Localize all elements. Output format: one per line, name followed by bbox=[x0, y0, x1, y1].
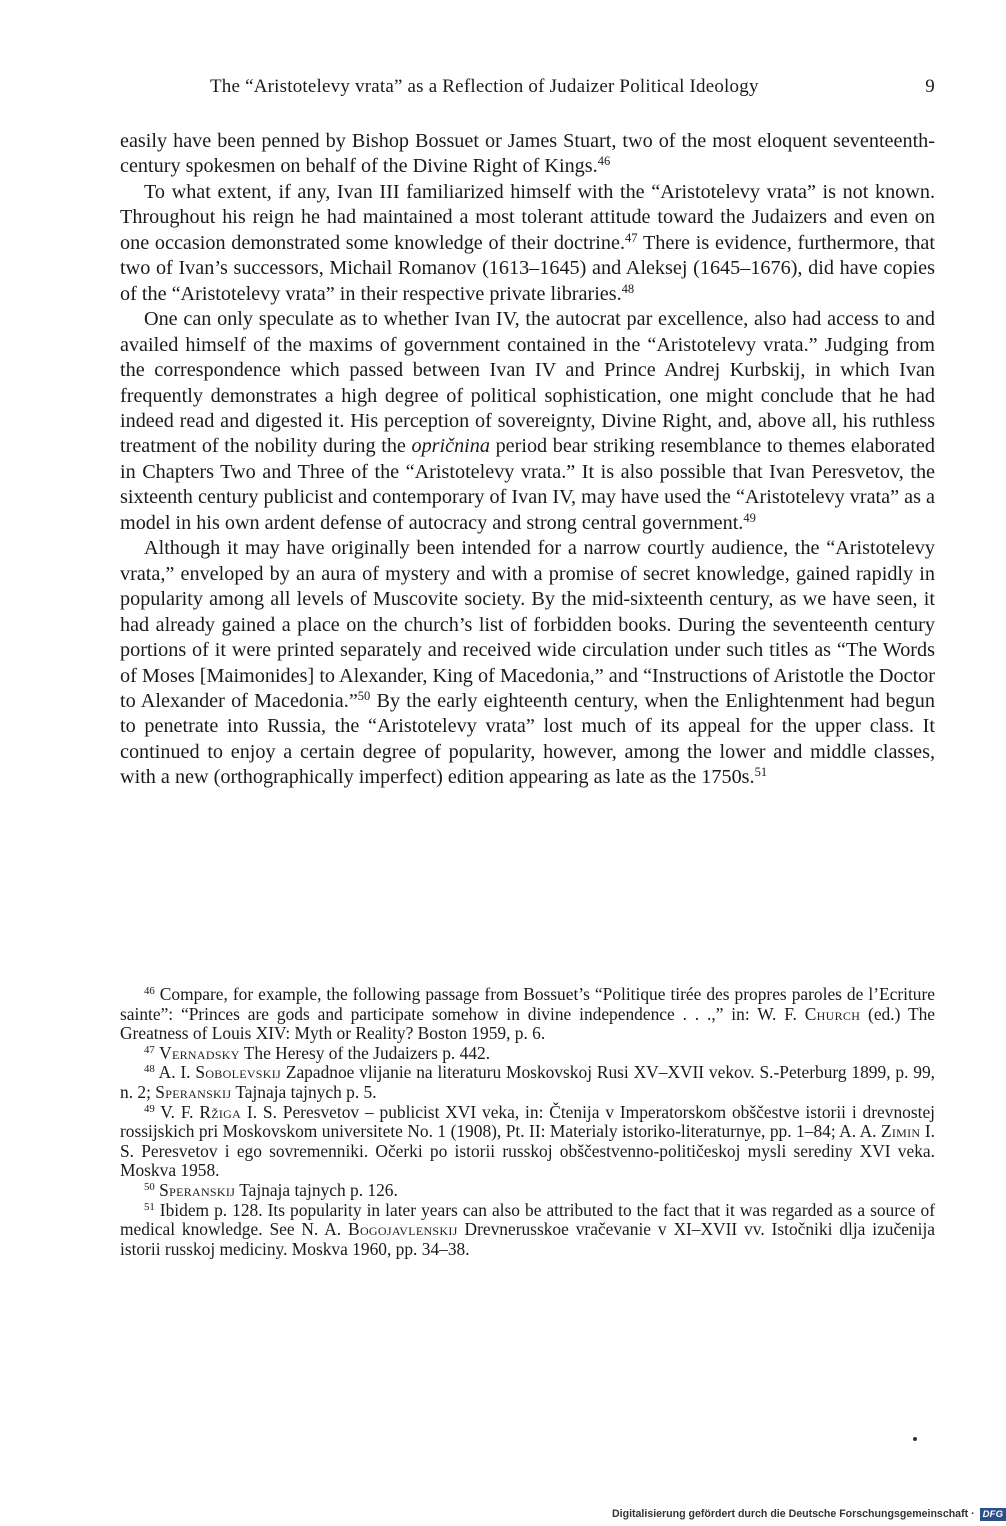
author-name: Bogojavlenskij bbox=[348, 1219, 458, 1240]
paragraph-4 bbox=[120, 536, 935, 791]
oprichnina-term: opričnina bbox=[411, 435, 490, 458]
author-name: Zimin bbox=[880, 1121, 921, 1142]
note-ref-46: 46 bbox=[597, 154, 611, 169]
footnote-number: 46 bbox=[144, 985, 155, 998]
footnote-text: Zapadnoe vlijanie na literaturu Moskovskoj Rusi XV–XVII vekov. S.-Peterburg 1899, p. 99, n. 2; bbox=[120, 1062, 935, 1102]
footnote-number: 49 bbox=[144, 1102, 155, 1115]
running-head bbox=[120, 76, 935, 106]
paragraph-3-text-a: One can only speculate as to whether Ivan IV, the autocrat par excellence, also had access to and availed himself of the maxims of government contained in the “Aristotelevy vrata.” Judging from the correspondence which passed between Ivan IV and Prince Andrej Kurbskij, in which Ivan frequently demonstrates a high degree of political sophistication, one might conclude that he had indeed read and digested it. His perception of sovereignty, Divine Right, and, above all, his ruthless treatment of the nobility during the bbox=[120, 308, 935, 458]
paragraph-2-text-a: To what extent, if any, Ivan III familiarized himself with the “Aristotelevy vrata” is not known. Throughout his reign he had maintained a most tolerant attitude toward the Judaizers and even on one occasion demonstrated some knowledge of their doctrine. bbox=[120, 180, 935, 254]
footnote-text: I. S. Peresvetov i ego sovremenniki. Očerki po istorii russkoj obščestvenno-političeskoj mysli serediny XVI veka. Moskva 1958. bbox=[120, 1121, 935, 1181]
author-name: Church bbox=[804, 1003, 861, 1024]
note-ref-47: 47 bbox=[625, 230, 638, 245]
footnote-text: A. I. bbox=[154, 1062, 196, 1083]
footnote-number: 47 bbox=[144, 1043, 155, 1056]
footnote-50 bbox=[120, 1181, 935, 1201]
footnote-text: V. F. bbox=[154, 1101, 200, 1122]
footnote-text: I. S. Peresvetov – publicist XVI veka, in: Čtenija v Imperatorskom obščestve istorii i drevnostej rossijskich pri Moskovskom universitete No. 1 (1908), Pt. II: Materialy istoriko-literaturnye, pp. 1–84; A. A. bbox=[120, 1101, 935, 1142]
author-name: Speranskij bbox=[155, 1081, 232, 1102]
author-name: Vernadsky bbox=[159, 1042, 240, 1063]
footnote-51 bbox=[120, 1201, 935, 1260]
paragraph-4-text-b: By the early eighteenth century, when the Enlightenment had begun to penetrate into Russia, the “Aristotelevy vrata” lost much of its appeal for the upper class. It continued to enjoy a certain degree of popularity, however, among the lower and middle classes, with a new (orthographically imperfect) edition appearing as late as the 1750s. bbox=[120, 689, 935, 789]
footnote-text: Compare, for example, the following passage from Bossuet’s “Politique tirée des propres paroles de l’Ecriture sainte”: “Princes are gods and participate somehow in divine independence . . .,” in: W. F. bbox=[120, 984, 935, 1024]
footnote-46 bbox=[120, 985, 935, 1044]
paragraph-1-text: easily have been penned by Bishop Bossuet or James Stuart, two of the most eloquent seventeenth-century spokesmen on behalf of the Divine Right of Kings. bbox=[120, 130, 935, 178]
footnote-49 bbox=[120, 1103, 935, 1181]
paragraph-2 bbox=[120, 180, 935, 307]
paragraph-3 bbox=[120, 307, 935, 536]
footnote-number: 50 bbox=[144, 1181, 155, 1194]
author-name: Speranskij bbox=[159, 1179, 236, 1200]
footnote-text: Tajnaja tajnych p. 5. bbox=[231, 1081, 377, 1102]
dfg-logo-icon: DFG bbox=[980, 1508, 1006, 1521]
note-ref-49: 49 bbox=[743, 510, 756, 525]
footnotes bbox=[120, 985, 935, 1259]
footnote-47 bbox=[120, 1044, 935, 1064]
funding-note-text: Digitalisierung gefördert durch die Deutsche Forschungsgemeinschaft · bbox=[612, 1508, 975, 1520]
running-title: The “Aristotelevy vrata” as a Reflection of Judaizer Political Ideology bbox=[210, 76, 759, 97]
page-number: 9 bbox=[925, 76, 935, 97]
footnote-text: (ed.) The Greatness of Louis XIV: Myth or Reality? Boston 1959, p. 6. bbox=[120, 1003, 935, 1044]
author-name: Ržiga bbox=[199, 1101, 242, 1122]
note-ref-48: 48 bbox=[621, 281, 635, 296]
paragraph-3-text-b: period bear striking resemblance to themes elaborated in Chapters Two and Three of the “Aristotelevy vrata.” It is also possible that Ivan Peresvetov, the sixteenth century publicist and contemporary of Ivan IV, may have used the “Aristotelevy vrata” as a model in his own ardent defense of autocracy and strong central government. bbox=[120, 435, 935, 534]
footnote-text: Tajnaja tajnych p. 126. bbox=[235, 1179, 398, 1200]
note-ref-50: 50 bbox=[357, 689, 371, 704]
note-ref-51: 51 bbox=[754, 765, 768, 780]
paragraph-1 bbox=[120, 129, 935, 180]
paragraph-4-text-a: Although it may have originally been intended for a narrow courtly audience, the “Aristotelevy vrata,” enveloped by an aura of mystery and with a promise of secret knowledge, gained rapidly in popularity among all levels of Muscovite society. By the mid-sixteenth century, as we have seen, it had already gained a place on the church’s list of forbidden books. During the seventeenth century portions of it were printed separately and received wide circulation under such titles as “The Words of Moses [Maimonides] to Alexander, King of Macedonia,” and “Instructions of Aristotle the Doctor to Alexander of Macedonia.” bbox=[120, 537, 935, 712]
footnote-number: 51 bbox=[144, 1200, 155, 1213]
footnote-number: 48 bbox=[144, 1063, 155, 1076]
paragraph-2-text-b: There is evidence, furthermore, that two of Ivan’s successors, Michail Romanov (1613–1645) and Aleksej (1645–1676), did have copies of the “Aristotelevy vrata” in their respective private libraries. bbox=[120, 231, 936, 305]
funding-note bbox=[612, 1506, 1006, 1522]
footnote-text: Ibidem p. 128. Its popularity in later years can also be attributed to the fact that it was regarded as a source of medical knowledge. See N. A. bbox=[120, 1199, 935, 1240]
footnote-48 bbox=[120, 1063, 935, 1102]
scan-dot bbox=[913, 1437, 917, 1441]
footnote-text: Drevnerusskoe vračevanie v XI–XVII vv. Istočniki dlja izučenija istorii russkoj mediciny. Moskva 1960, pp. 34–38. bbox=[120, 1219, 936, 1259]
footnote-text: The Heresy of the Judaizers p. 442. bbox=[239, 1042, 491, 1063]
body-text bbox=[120, 129, 935, 791]
author-name: Sobolevskij bbox=[195, 1062, 281, 1083]
